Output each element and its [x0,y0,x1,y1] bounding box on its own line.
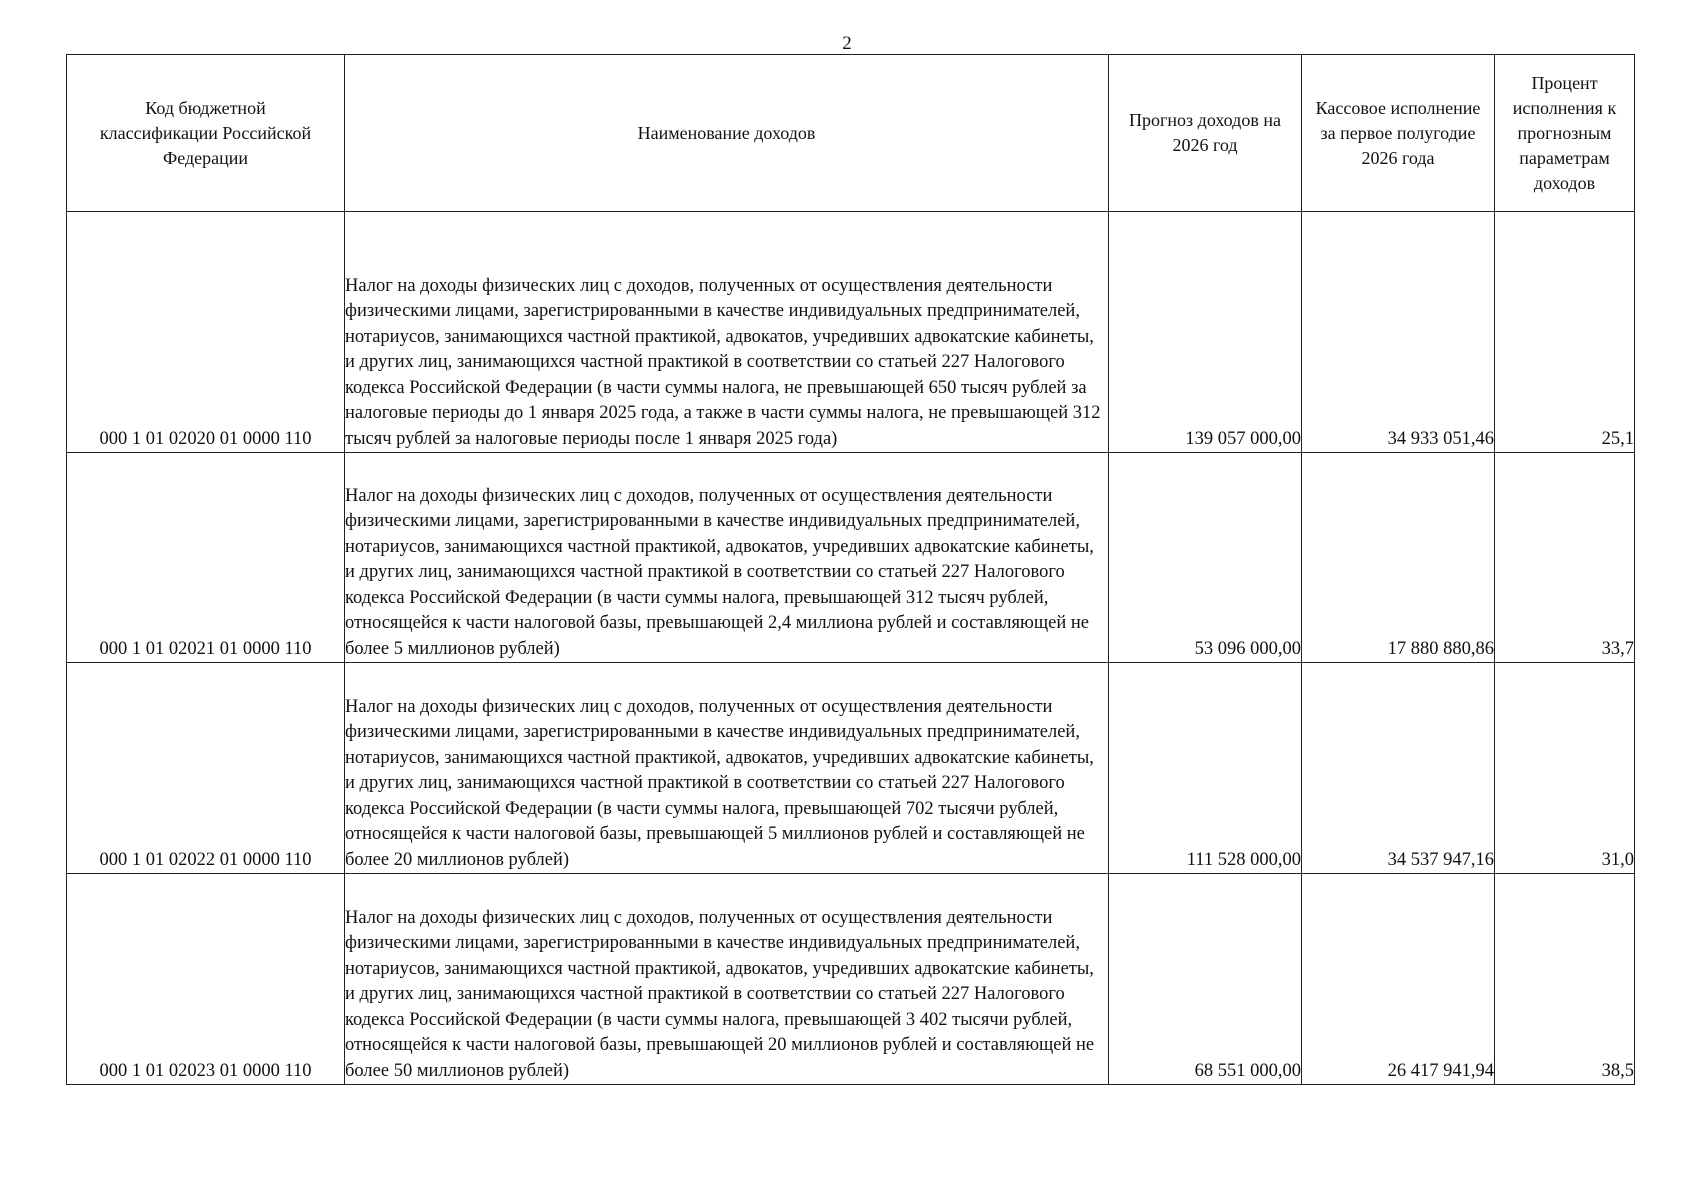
row-code: 000 1 01 02023 01 0000 110 [67,874,345,1085]
header-forecast [1109,55,1302,212]
header-code [67,55,345,212]
header-forecast-label: Прогноз доходов на 2026 год [1129,110,1281,155]
budget-revenue-table [66,54,1635,1085]
row-execution: 34 933 051,46 [1302,212,1495,453]
page-number: 2 [842,33,852,54]
header-percent-label: Процент исполнения к прогнозным параметрам доходов [1512,72,1617,193]
table-header-row [67,55,1635,212]
header-execution [1302,55,1495,212]
header-execution-label: Кассовое исполнение за первое полугодие 2026 года [1315,97,1481,168]
row-percent: 38,5 [1495,874,1635,1085]
row-forecast: 139 057 000,00 [1109,212,1302,453]
row-code: 000 1 01 02021 01 0000 110 [67,453,345,663]
row-forecast: 53 096 000,00 [1109,453,1302,663]
row-forecast: 68 551 000,00 [1109,874,1302,1085]
row-code: 000 1 01 02020 01 0000 110 [67,212,345,453]
row-execution: 17 880 880,86 [1302,453,1495,663]
row-percent: 33,7 [1495,453,1635,663]
row-name: Налог на доходы физических лиц с доходов, полученных от осуществления деятельности физическими лицами, зарегистрированными в качестве индивидуальных предпринимателей, нотариусов, занимающихся частной практикой, адвокатов, учредивших адвокатские кабинеты, и других лиц, занимающихся частной практикой в соответствии со статьей 227 Налогового кодекса Российской Федерации (в части суммы налога, превышающей 312 тысяч рублей, относящейся к части налоговой базы, превышающей 2,4 миллиона рублей и составляющей не более 5 миллионов рублей) [345,453,1109,663]
table-row [67,663,1635,874]
row-name: Налог на доходы физических лиц с доходов, полученных от осуществления деятельности физическими лицами, зарегистрированными в качестве индивидуальных предпринимателей, нотариусов, занимающихся частной практикой, адвокатов, учредивших адвокатские кабинеты, и других лиц, занимающихся частной практикой в соответствии со статьей 227 Налогового кодекса Российской Федерации (в части суммы налога, превышающей 702 тысячи рублей, относящейся к части налоговой базы, превышающей 5 миллионов рублей и составляющей не более 20 миллионов рублей) [345,663,1109,874]
header-code-label: Код бюджетной классификации Российской Федерации [99,97,312,168]
row-code: 000 1 01 02022 01 0000 110 [67,663,345,874]
table-row [67,874,1635,1085]
row-name: Налог на доходы физических лиц с доходов, полученных от осуществления деятельности физическими лицами, зарегистрированными в качестве индивидуальных предпринимателей, нотариусов, занимающихся частной практикой, адвокатов, учредивших адвокатские кабинеты, и других лиц, занимающихся частной практикой в соответствии со статьей 227 Налогового кодекса Российской Федерации (в части суммы налога, не превышающей 650 тысяч рублей за налоговые периоды до 1 января 2025 года, а также в части суммы налога, не превышающей 312 тысяч рублей за налоговые периоды после 1 января 2025 года) [345,212,1109,453]
row-forecast: 111 528 000,00 [1109,663,1302,874]
table-row [67,212,1635,453]
row-percent: 31,0 [1495,663,1635,874]
row-percent: 25,1 [1495,212,1635,453]
header-percent [1495,55,1635,212]
row-execution: 26 417 941,94 [1302,874,1495,1085]
header-name [345,55,1109,212]
header-name-label: Наименование доходов [637,122,816,143]
row-execution: 34 537 947,16 [1302,663,1495,874]
table-row [67,453,1635,663]
row-name: Налог на доходы физических лиц с доходов, полученных от осуществления деятельности физическими лицами, зарегистрированными в качестве индивидуальных предпринимателей, нотариусов, занимающихся частной практикой, адвокатов, учредивших адвокатские кабинеты, и других лиц, занимающихся частной практикой в соответствии со статьей 227 Налогового кодекса Российской Федерации (в части суммы налога, превышающей 3 402 тысячи рублей, относящейся к части налоговой базы, превышающей 20 миллионов рублей и составляющей не более 50 миллионов рублей) [345,874,1109,1085]
